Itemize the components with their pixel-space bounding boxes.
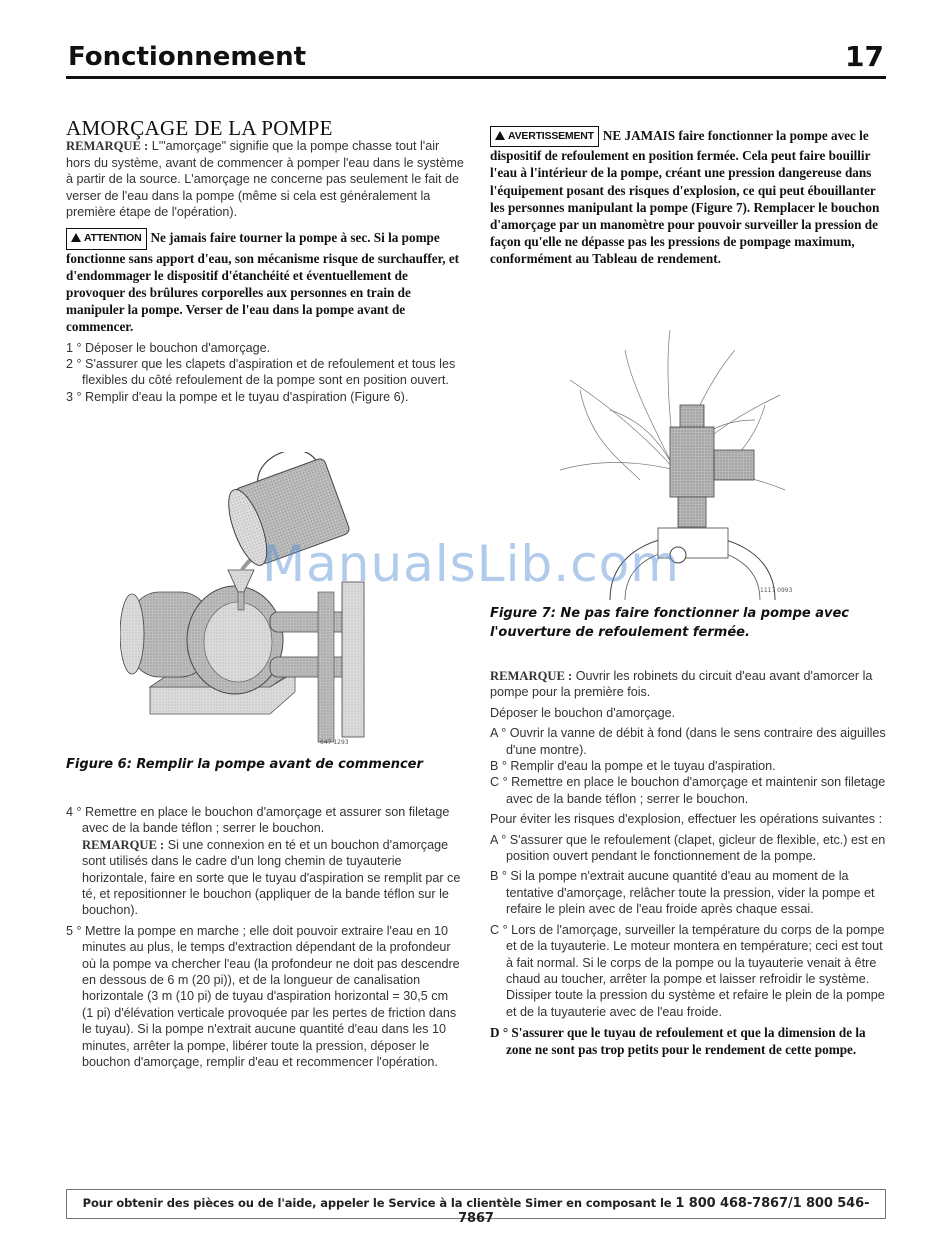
figure-7-caption: Figure 7: Ne pas faire fonctionner la pompe avec l'ouverture de refoulement fermée.	[490, 606, 849, 640]
attention-text: Ne jamais faire tourner la pompe à sec. Si la pompe fonctionne sans apport d'eau, son mécanisme risque de surchauffer, et d'endommager le dispositif d'étanchéité et éventuellement de provoquer des brûlures corporelles aux personnes en train de manipuler la pompe. Verser de l'eau dans la pompe avant de commencer.	[66, 230, 460, 335]
page-number: 17	[845, 40, 884, 73]
warning-badge-label: AVERTISSEMENT	[508, 130, 594, 142]
safety-step-b: B ° Si la pompe n'extrait aucune quantité d'eau au moment de la tentative d'amorçage, relâcher toute la pression, vider la pompe et refaire le plein avec de l'eau froide après chaque essai.	[490, 869, 875, 917]
page-title: Fonctionnement	[68, 42, 307, 72]
note-label: REMARQUE :	[66, 139, 149, 154]
warning-badge	[490, 126, 599, 147]
attention-block	[66, 228, 466, 335]
figure-6-illustration	[120, 452, 370, 748]
right-note	[490, 668, 886, 701]
step-4: 4 ° Remettre en place le bouchon d'amorçage et assurer son filetage avec de la bande téflon ; serrer le bouchon.	[66, 805, 450, 836]
step-2: 2 ° S'assurer que les clapets d'aspiration et de refoulement et tous les flexibles du côté refoulement de la pompe sont en position ouvert.	[66, 357, 456, 388]
section-heading: AMORÇAGE DE LA POMPE	[66, 116, 333, 140]
step-4-note-text: Si une connexion en té et un bouchon d'amorçage sont utilisés dans le cadre d'un long chemin de tuyauterie horizontale, faire en sorte que le tuyau d'aspiration se remplit par ce té, et repositionner le bouchon (appliquer de la bande téflon sur le bouchon).	[82, 837, 461, 918]
watermark: ManualsLib.com	[262, 535, 680, 593]
figure-6-number: 647 1293	[320, 739, 349, 746]
right-column	[490, 126, 886, 268]
step-b: B ° Remplir d'eau la pompe et le tuyau d'aspiration.	[490, 759, 776, 774]
footer-message: Pour obtenir des pièces ou de l'aide, appeler le Service à la clientèle Simer en composant le	[82, 1196, 676, 1210]
right-note-label: REMARQUE :	[490, 669, 573, 683]
step-4-note-label: REMARQUE :	[82, 837, 165, 852]
step-5: 5 ° Mettre la pompe en marche ; elle doit pouvoir extraire l'eau en 10 minutes au plus, le temps d'extraction dépendant de la profondeur où la pompe va chercher l'eau (la profondeur ne doit pas descendre en dessous de 6 m (20 pi)), et de la longueur de canalisation horizontale (3 m (10 pi) de tuyau d'aspiration horizontal = 30,5 cm (1 pi) d'élévation verticale provoquée par les pertes de friction dans le tuyau). Si la pompe n'extrait aucune quantité d'eau dans les 10 minutes, arrêter la pompe, libérer toute la pression, déposer le bouchon d'amorçage, remplir d'eau et recommencer l'opération.	[66, 923, 460, 1070]
warning-block	[490, 126, 886, 268]
explosion-intro: Pour éviter les risques d'explosion, effectuer les opérations suivantes :	[490, 812, 883, 827]
remove-plug-text: Déposer le bouchon d'amorçage.	[490, 705, 676, 720]
header-rule	[66, 76, 886, 79]
step-a: A ° Ouvrir la vanne de débit à fond (dans le sens contraire des aiguilles d'une montre).	[490, 726, 886, 757]
left-column-lower	[66, 804, 462, 1071]
step-3: 3 ° Remplir d'eau la pompe et le tuyau d'aspiration (Figure 6).	[66, 389, 409, 404]
priming-note	[66, 138, 466, 220]
warning-triangle-icon	[71, 233, 81, 242]
warning-triangle-icon	[495, 131, 505, 140]
safety-step-a: A ° S'assurer que le refoulement (clapet, gicleur de flexible, etc.) est en position ouvert pendant le fonctionnement de la pompe.	[490, 832, 886, 864]
footer-text	[67, 1196, 885, 1226]
safety-step-d: D ° S'assurer que le tuyau de refoulement et que la dimension de la zone ne sont pas trop petits pour le rendement de cette pompe.	[490, 1025, 866, 1058]
safety-step-c: C ° Lors de l'amorçage, surveiller la température du corps de la pompe et de la tuyauterie. Le moteur montera en température; ceci est tout à fait normal. Si le corps de la pompe ou la tuyauterie venait à être chaud au toucher, arrêter la pompe et laisser refroidir le système. Dissiper toute la pression du système et refaire le plein de la pompe et de la tuyauterie avec de l'eau froide.	[490, 922, 885, 1019]
page-header	[66, 40, 886, 78]
attention-badge-label: ATTENTION	[84, 232, 142, 245]
left-column	[66, 116, 466, 405]
warning-text: NE JAMAIS faire fonctionner la pompe avec le dispositif de refoulement en position fermée. Cela peut faire bouillir l'eau à l'intérieur de la pompe, créant une pression dangereuse dans l'équipement posant des risques d'explosion, ce qui peut ébouillanter les personnes manipulant la pompe (Figure 7). Remplacer le bouchon d'amorçage par un manomètre pour pouvoir surveiller la pression de façon qu'elle ne dépasse pas les pressions de pompage maximum, conformément au Tableau de rendement.	[490, 128, 880, 267]
right-note-text: Ouvrir les robinets du circuit d'eau avant d'amorcer la pompe pour la première fois.	[490, 669, 873, 700]
step-4-note	[66, 837, 462, 919]
pump-filling-drawing	[120, 452, 370, 748]
right-column-lower	[490, 668, 886, 1059]
note-text: L'"amorçage" signifie que la pompe chasse tout l'air hors du système, avant de commencer à pomper l'eau dans le système à partir de la source. L'amorçage ne concerne pas seulement le fait de verser de l'eau dans la pompe (même si cela est généralement la première étape de l'opération).	[66, 139, 464, 220]
footer-phone: 1 800 468-7867/1 800 546-7867	[458, 1196, 870, 1226]
figure-7-number: 1117 0993	[760, 587, 793, 594]
step-1: 1 ° Déposer le bouchon d'amorçage.	[66, 340, 271, 355]
step-c: C ° Remettre en place le bouchon d'amorçage et maintenir son filetage avec de la bande téflon ; serrer le bouchon.	[490, 775, 886, 806]
attention-badge	[66, 228, 147, 249]
figure-6-caption: Figure 6: Remplir la pompe avant de commencer	[66, 757, 423, 772]
page-footer	[66, 1189, 886, 1226]
